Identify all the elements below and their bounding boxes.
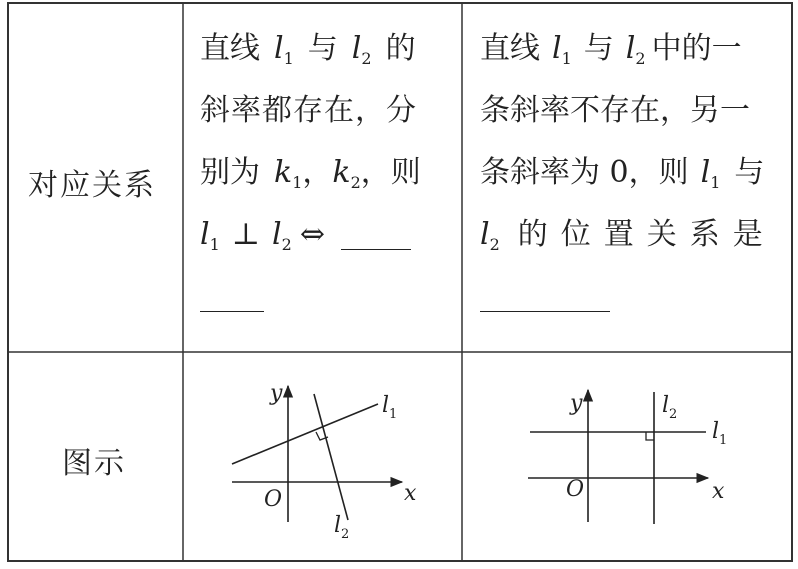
cell-one-slope-undefined	[480, 18, 790, 348]
text-line-3: 条斜率为 0，则 $l_1$ 与	[480, 155, 765, 192]
text-line-2: 斜率都存在，分	[200, 93, 417, 128]
l2-label: $l_2$	[662, 393, 678, 422]
answer-blank-2[interactable]	[480, 283, 610, 312]
text-line-2: 条斜率不存在，另一	[480, 93, 750, 128]
line-l2	[314, 394, 348, 520]
diagram-perpendicular-lines	[190, 360, 450, 555]
x-axis-label: x	[712, 479, 725, 504]
l2-label: $l_2$	[334, 513, 350, 542]
text-line-4: $l_1$ ⊥ $l_2$ ⇔	[200, 204, 411, 276]
row-header-diagram: 图示	[62, 446, 126, 481]
answer-blank-1a[interactable]	[341, 221, 411, 250]
origin-label: O	[264, 487, 283, 512]
text-line-3: 别为 $k_1$，$k_2$，则	[200, 155, 421, 192]
l1-label: $l_1$	[382, 393, 398, 422]
cell-both-slopes-exist	[200, 18, 450, 348]
text-line-4: $l_2$ 的位置关系是	[480, 217, 776, 254]
row-header-relationship: 对应关系	[28, 168, 156, 203]
text-line-5	[200, 266, 264, 328]
answer-blank-1b[interactable]	[200, 283, 264, 312]
text-line-1: 直线 $l_1$ 与 $l_2$ 的	[200, 31, 416, 68]
text-line-1: 直线 $l_1$ 与 $l_2$ 中的一	[480, 31, 742, 68]
text-line-5	[480, 266, 610, 328]
diagram-axis-parallel-lines	[522, 380, 782, 540]
y-axis-label: y	[570, 391, 583, 416]
y-axis-label: y	[270, 381, 283, 406]
origin-label: O	[566, 477, 585, 502]
l1-label: $l_1$	[712, 419, 728, 448]
x-axis-label: x	[404, 481, 417, 506]
right-angle-marker	[646, 432, 654, 440]
line-l1	[232, 404, 378, 464]
